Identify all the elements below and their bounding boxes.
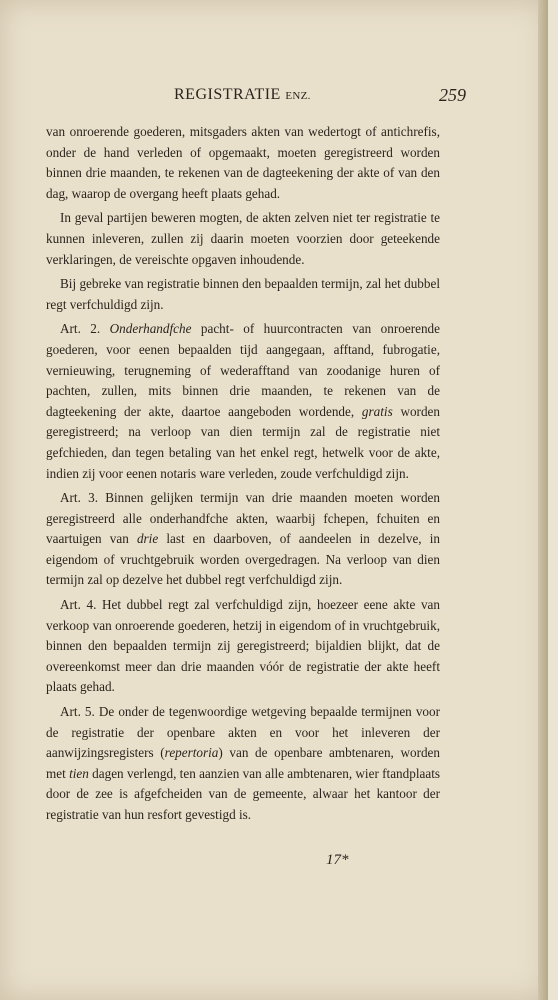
- body-text: [46, 122, 440, 830]
- article-2: [46, 319, 440, 484]
- page-number: 259: [439, 85, 466, 105]
- signature-mark: 17*: [326, 852, 349, 868]
- text-run: Art. 4. Het dubbel regt zal verfchuldigd zijn, hoezeer eene akte van verkoop van onroerende goederen, hetzij in eigendom of in vruchtgebruik, binnen den bepaalden termijn zij geregistreerd; bijaldien blijkt, dat de overeenkomst meer dan drie maanden vóór de registratie der akte heeft plaats gehad.: [46, 597, 440, 695]
- running-header: [46, 86, 466, 108]
- text-run: In geval partijen beweren mogten, de akten zelven niet ter registratie te kunnen inleveren, zullen zij daarin moeten voorzien door geteekende verklaringen, de vereischte opgaven inhoudende.: [46, 210, 440, 267]
- article-4: [46, 595, 440, 698]
- page-edge: [538, 0, 548, 1000]
- italic-text: repertoria: [164, 745, 219, 761]
- paragraph: [46, 122, 440, 204]
- article-3: [46, 488, 440, 591]
- running-title-suffix: ENZ.: [285, 90, 311, 102]
- italic-text: tien: [69, 765, 89, 781]
- running-title-main: REGISTRATIE: [174, 86, 281, 103]
- text-run: last en daarboven, of aandeelen in dezelve, in eigendom of vruchtgebruik worden overgedragen. Na verloop van dien termijn zal op dezelve het dubbel regt verfchuldigd zijn.: [46, 531, 440, 588]
- italic-text: gratis: [361, 403, 393, 419]
- text-run: Bij gebreke van registratie binnen den bepaalden termijn, zal het dubbel regt verfchuldigd zijn.: [46, 276, 440, 312]
- text-run: Art. 3. Binnen gelijken termijn van drie maanden moeten worden geregistreerd alle onderhandfche akten, waarbij fchepen, fchuiten en vaartuigen van: [46, 490, 440, 547]
- paragraph: [46, 208, 440, 270]
- text-run: van onroerende goederen, mitsgaders akten van wedertogt of antichrefis, onder de hand verleden of opgemaakt, moeten geregistreerd worden binnen drie maanden, te rekenen van de dagteekening der akte of van den dag, waarop de overgang heeft plaats gehad.: [46, 124, 440, 201]
- article-5: [46, 702, 440, 826]
- italic-text: drie: [136, 531, 159, 547]
- text-run: Art. 2.: [60, 321, 110, 337]
- text-run: worden geregistreerd; na verloop van dien termijn zal de registratie niet gefchieden, dan tegen betaling van het enkel regt, hetwelk voor de akte, indien zij voor eenen notaris ware verleden, zoude verfchuldigd zijn.: [46, 403, 440, 481]
- running-title: [174, 86, 311, 104]
- text-run: pacht- of huurcontracten van onroerende goederen, voor eenen bepaalden tijd aangegaan, afftand, fubrogatie, vernieuwing, terugneming of wederafftand van zoodanige huren of pachten, zullen, mits binnen drie maanden, te rekenen van de dagteekening der akte, daartoe aangeboden wordende,: [46, 321, 440, 419]
- paragraph: [46, 274, 440, 315]
- text-run: Art. 5. De onder de tegenwoordige wetgeving bepaalde termijnen voor de registratie der openbare akten en voor het inleveren der aanwijzingsregisters (: [46, 704, 440, 761]
- text-run: dagen verlengd, ten aanzien van alle ambtenaren, wier ftandplaats door de zee is afgefcheiden van de gemeente, alwaar het kantoor der registratie van hun resfort gevestigd is.: [46, 765, 440, 822]
- italic-text: Onderhandfche: [109, 321, 192, 337]
- text-run: ) van de openbare ambtenaren, worden met: [46, 745, 440, 781]
